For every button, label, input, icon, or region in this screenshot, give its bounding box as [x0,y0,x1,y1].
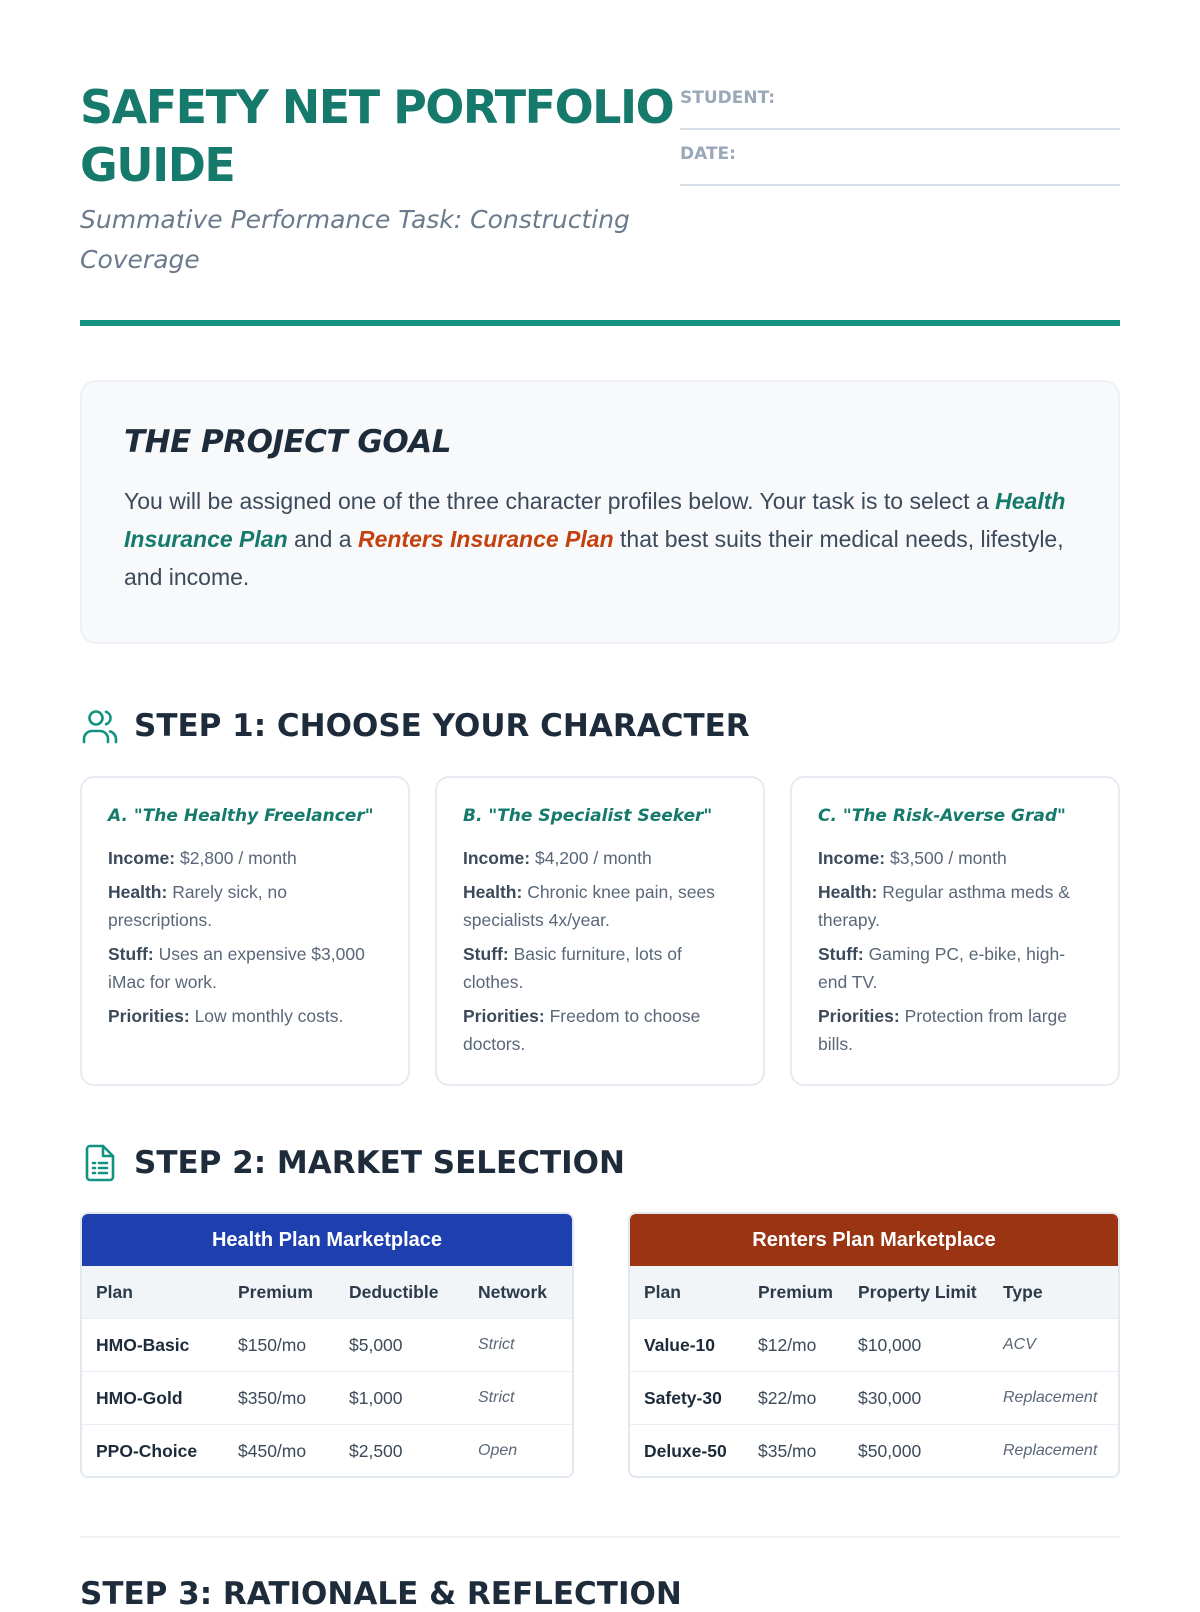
character-stuff [818,940,1092,996]
network-cell: Open [464,1425,572,1478]
health-marketplace-table [80,1212,574,1478]
stuff-label: Stuff: [463,944,509,964]
plan-name: Deluxe-50 [630,1425,744,1478]
health-value: Rarely sick, no prescriptions. [108,882,287,930]
character-name: C. "The Risk-Averse Grad" [818,806,1066,826]
plan-name: HMO-Gold [82,1372,224,1425]
premium-cell: $150/mo [224,1319,335,1372]
table-row[interactable] [630,1425,1118,1478]
premium-cell: $22/mo [744,1372,844,1425]
date-field[interactable]: DATE: [680,142,1120,186]
section-divider [80,1536,1120,1538]
character-stuff [108,940,382,996]
column-header: Network [464,1266,572,1319]
character-stuff [463,940,737,996]
priorities-label: Priorities: [108,1006,190,1026]
character-cards [80,776,1120,1086]
character-name: A. "The Healthy Freelancer" [108,806,374,826]
stuff-label: Stuff: [108,944,154,964]
table-row[interactable] [630,1372,1118,1425]
table-row[interactable] [82,1425,572,1478]
character-income [108,844,382,872]
premium-cell: $35/mo [744,1425,844,1478]
health-marketplace-title: Health Plan Marketplace [82,1214,572,1266]
character-card-c[interactable] [790,776,1120,1086]
student-field[interactable]: STUDENT: [680,86,1120,130]
character-card-a[interactable] [80,776,410,1086]
step2-title: STEP 2: MARKET SELECTION [134,1145,625,1181]
premium-cell: $12/mo [744,1319,844,1372]
character-card-b[interactable] [435,776,765,1086]
plan-name: PPO-Choice [82,1425,224,1478]
deductible-cell: $2,500 [335,1425,464,1478]
health-value: Chronic knee pain, sees specialists 4x/year. [463,882,715,930]
character-health [818,878,1092,934]
table-row[interactable] [82,1319,572,1372]
project-goal-title: THE PROJECT GOAL [124,424,451,460]
table-header-row [630,1266,1118,1319]
character-priorities [108,1002,382,1030]
character-income [463,844,737,872]
table-header-row [82,1266,572,1319]
renters-marketplace-title: Renters Plan Marketplace [630,1214,1118,1266]
income-label: Income: [463,848,531,868]
health-label: Health: [463,882,523,902]
health-plan-highlight: Health Insurance Plan [124,488,1066,552]
stuff-label: Stuff: [818,944,864,964]
column-header: Plan [82,1266,224,1319]
character-health [463,878,737,934]
column-header: Property Limit [844,1266,989,1319]
goal-text-part: and a [287,526,358,552]
health-value: Regular asthma meds & therapy. [818,882,1070,930]
table-row[interactable] [82,1372,572,1425]
column-header: Deductible [335,1266,464,1319]
character-health [108,878,382,934]
premium-cell: $350/mo [224,1372,335,1425]
goal-text-part: that best suits their medical needs, lifestyle, and income. [124,526,1064,590]
plan-name: Safety-30 [630,1372,744,1425]
table-row[interactable] [630,1319,1118,1372]
property-limit-cell: $10,000 [844,1319,989,1372]
property-limit-cell: $50,000 [844,1425,989,1478]
type-cell: ACV [989,1319,1118,1372]
income-label: Income: [818,848,886,868]
step2-header [80,1141,1120,1185]
column-header: Premium [224,1266,335,1319]
health-label: Health: [818,882,878,902]
network-cell: Strict [464,1319,572,1372]
network-cell: Strict [464,1372,572,1425]
page-title: SAFETY NET PORTFOLIO GUIDE [80,80,674,192]
character-priorities [818,1002,1092,1058]
stuff-value: Basic furniture, lots of clothes. [463,944,682,992]
column-header: Premium [744,1266,844,1319]
step1-header [80,704,1120,748]
priorities-value: Freedom to choose doctors. [463,1006,701,1054]
project-goal-box [80,380,1120,644]
premium-cell: $450/mo [224,1425,335,1478]
character-name: B. "The Specialist Seeker" [463,806,713,826]
priorities-label: Priorities: [818,1006,900,1026]
goal-text-part: You will be assigned one of the three character profiles below. Your task is to select a [124,488,996,514]
character-priorities [463,1002,737,1058]
project-goal-text [124,482,1076,596]
priorities-value: Low monthly costs. [194,1006,344,1026]
income-value: $3,500 / month [889,848,1007,868]
column-header: Plan [630,1266,744,1319]
users-icon [80,706,120,746]
type-cell: Replacement [989,1372,1118,1425]
stuff-value: Uses an expensive $3,000 iMac for work. [108,944,365,992]
plan-name: HMO-Basic [82,1319,224,1372]
student-info-fields [680,86,1120,198]
property-limit-cell: $30,000 [844,1372,989,1425]
priorities-label: Priorities: [463,1006,545,1026]
stuff-value: Gaming PC, e-bike, high-end TV. [818,944,1066,992]
deductible-cell: $1,000 [335,1372,464,1425]
income-value: $4,200 / month [534,848,652,868]
plan-name: Value-10 [630,1319,744,1372]
header-divider [80,320,1120,326]
step3-title: STEP 3: RATIONALE & REFLECTION [80,1576,682,1612]
deductible-cell: $5,000 [335,1319,464,1372]
renters-marketplace-table [628,1212,1120,1478]
page-subtitle: Summative Performance Task: Constructing Coverage [80,205,630,274]
health-label: Health: [108,882,168,902]
renters-plan-highlight: Renters Insurance Plan [357,526,614,552]
document-icon [80,1143,120,1183]
step1-title: STEP 1: CHOOSE YOUR CHARACTER [134,708,750,744]
income-label: Income: [108,848,176,868]
character-income [818,844,1092,872]
type-cell: Replacement [989,1425,1118,1478]
income-value: $2,800 / month [179,848,297,868]
column-header: Type [989,1266,1118,1319]
priorities-value: Protection from large bills. [818,1006,1068,1054]
